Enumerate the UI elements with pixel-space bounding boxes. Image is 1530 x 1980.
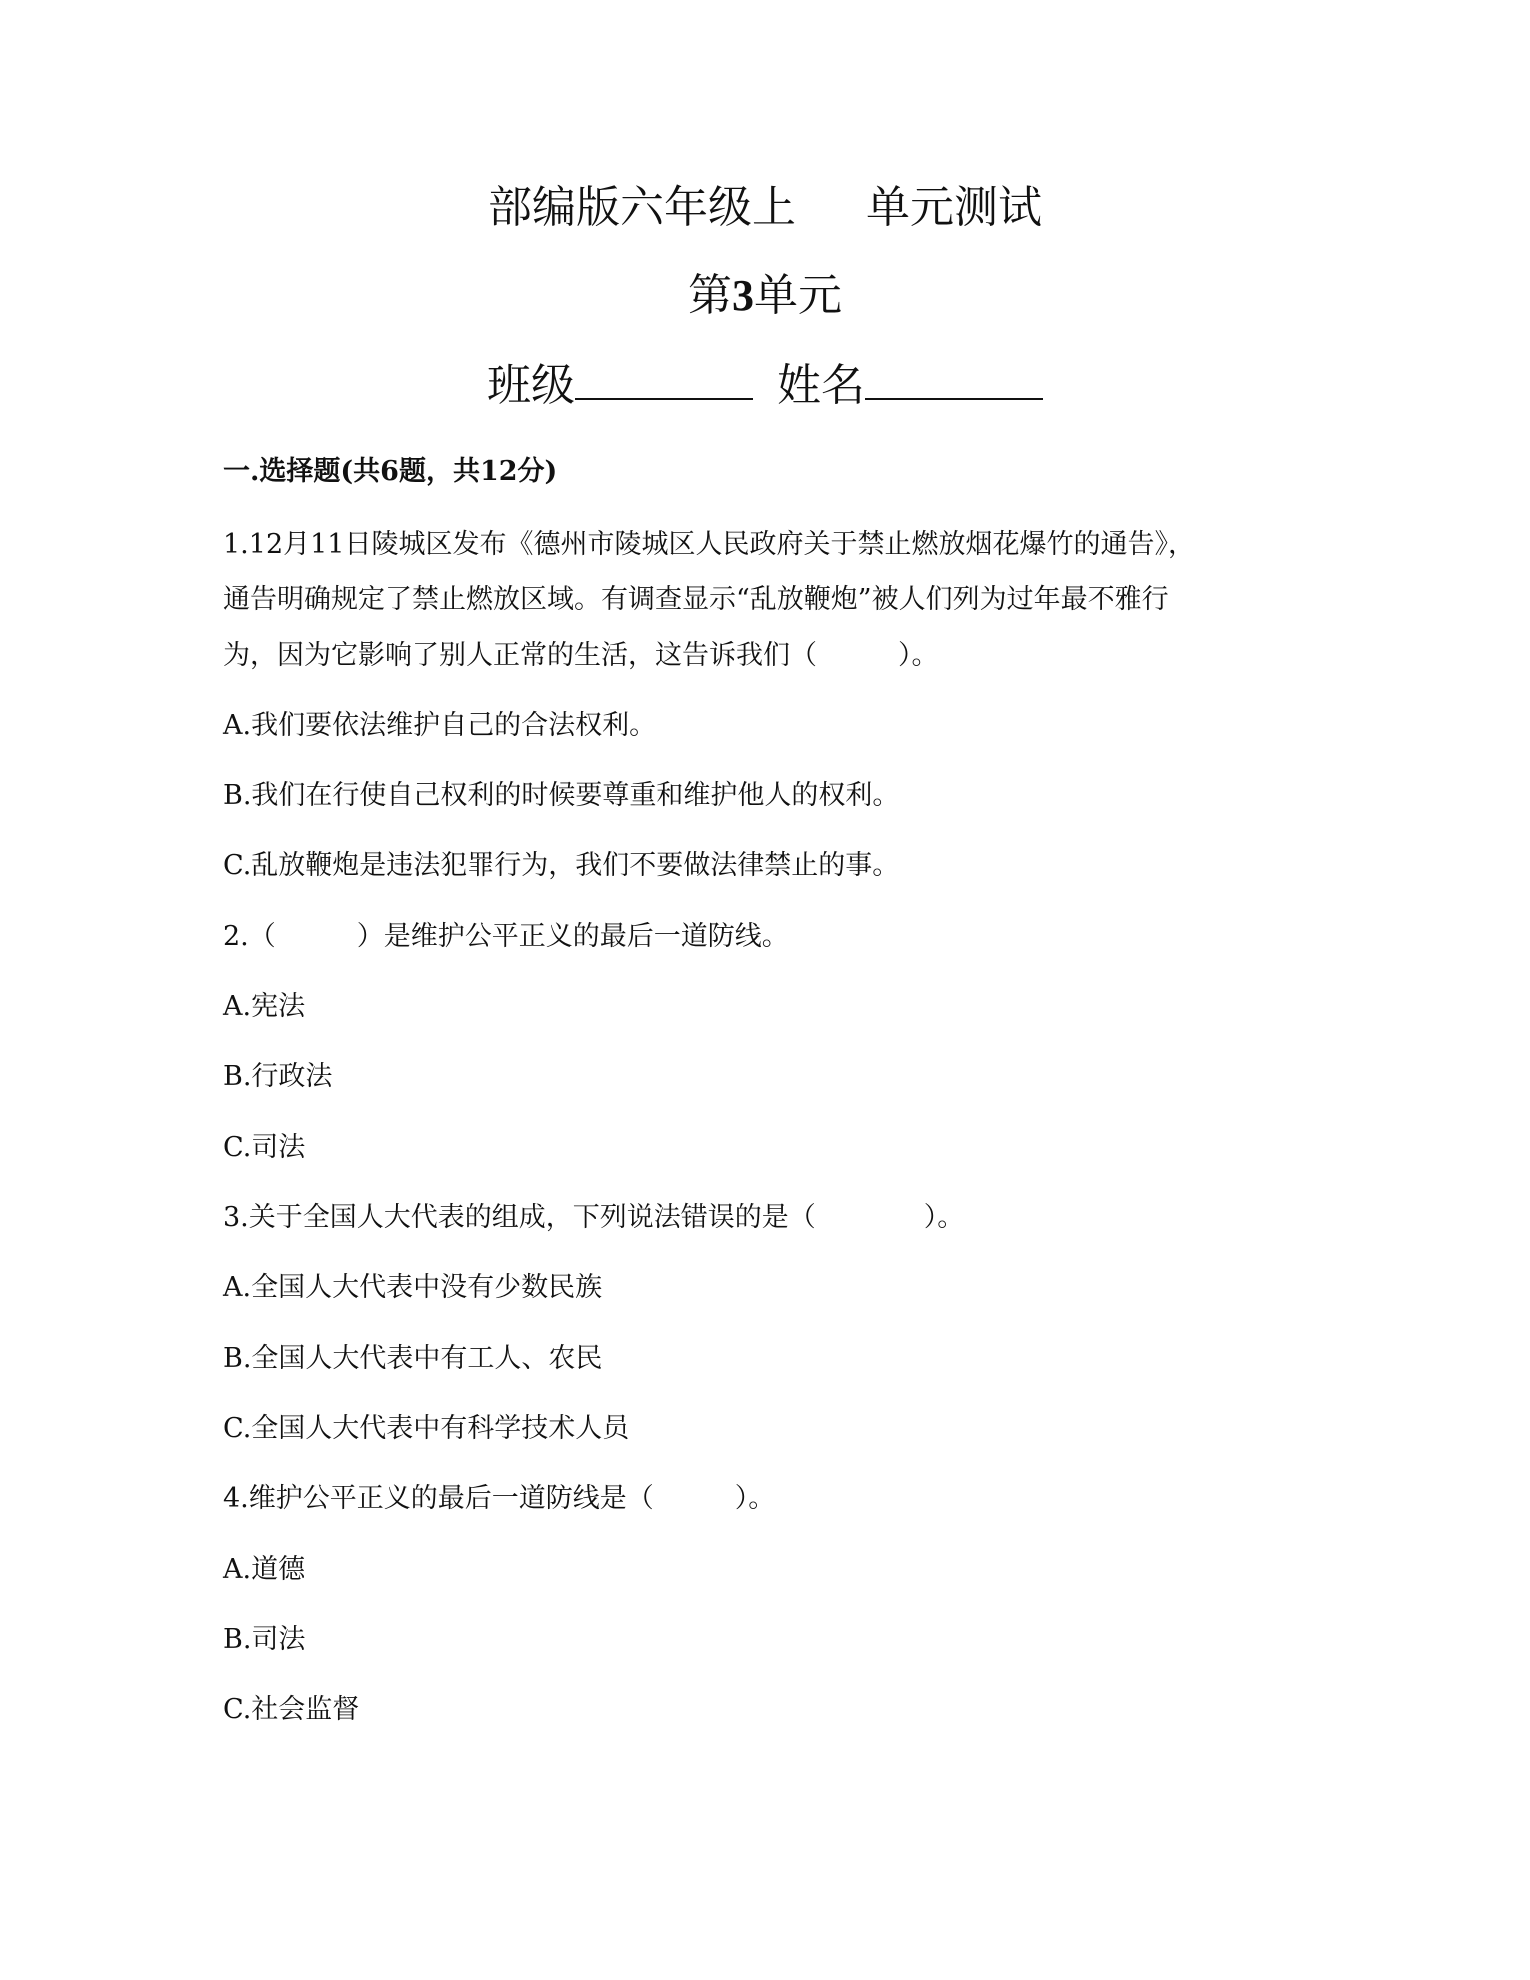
title-left: 部编版六年级上 <box>488 182 796 233</box>
q4-stem: 4.维护公平正义的最后一道防线是（ ）。 <box>223 1483 776 1514</box>
name-label: 姓名 <box>777 360 865 411</box>
q1-option-a: A.我们要依法维护自己的合法权利。 <box>223 710 657 741</box>
q1-option-c: C.乱放鞭炮是违法犯罪行为，我们不要做法律禁止的事。 <box>223 850 900 881</box>
document-title <box>0 180 1530 236</box>
q2-option-b: B.行政法 <box>223 1061 333 1092</box>
q3-option-b: B.全国人大代表中有工人、农民 <box>223 1343 603 1374</box>
q1-stem-line2: 通告明确规定了禁止燃放区域。有调查显示“乱放鞭炮”被人们列为过年最不雅行 <box>223 584 1169 615</box>
title-right: 单元测试 <box>866 182 1042 233</box>
section-heading: 一.选择题(共6题，共12分) <box>223 456 558 487</box>
q1-stem-line3: 为，因为它影响了别人正常的生活，这告诉我们（ ）。 <box>223 640 939 671</box>
student-info <box>0 354 1530 414</box>
q4-option-c: C.社会监督 <box>223 1694 360 1725</box>
q4-option-a: A.道德 <box>223 1554 306 1585</box>
unit-title <box>0 268 1530 324</box>
q3-option-c: C.全国人大代表中有科学技术人员 <box>223 1413 630 1444</box>
unit-suffix: 单元 <box>754 270 842 321</box>
unit-prefix: 第 <box>688 270 732 321</box>
q2-option-a: A.宪法 <box>223 991 306 1022</box>
q3-stem: 3.关于全国人大代表的组成，下列说法错误的是（ ）。 <box>223 1202 965 1233</box>
q2-stem: 2.（ ）是维护公平正义的最后一道防线。 <box>223 921 789 952</box>
name-blank[interactable] <box>865 354 1043 400</box>
class-label: 班级 <box>487 360 575 411</box>
unit-number: 3 <box>732 271 754 320</box>
class-blank[interactable] <box>575 354 753 400</box>
q2-option-c: C.司法 <box>223 1132 306 1163</box>
q1-option-b: B.我们在行使自己权利的时候要尊重和维护他人的权利。 <box>223 780 900 811</box>
q3-option-a: A.全国人大代表中没有少数民族 <box>223 1272 603 1303</box>
q4-option-b: B.司法 <box>223 1624 306 1655</box>
q1-stem-line1: 1.12月11日陵城区发布《德州市陵城区人民政府关于禁止燃放烟花爆竹的通告》， <box>223 529 1195 560</box>
